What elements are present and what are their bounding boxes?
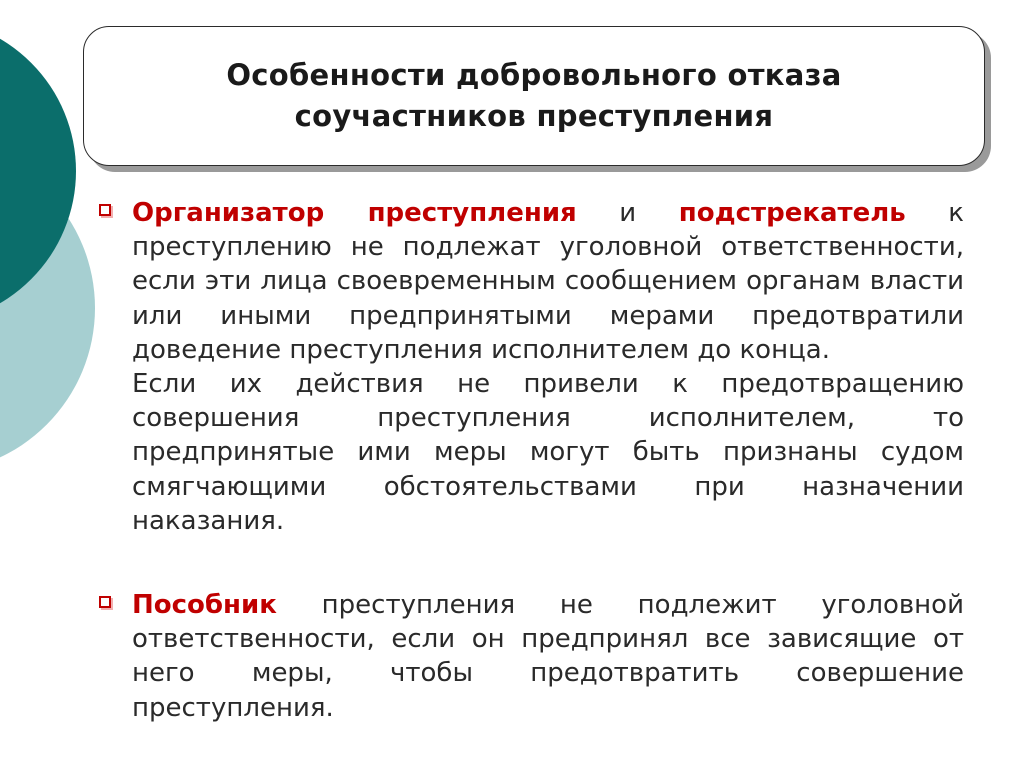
keyword-organizer: Организатор преступления xyxy=(132,198,577,228)
list-item-accomplice xyxy=(99,588,964,725)
keyword-instigator: подстрекатель xyxy=(678,198,906,228)
title-line-2: соучастников преступления xyxy=(294,99,774,133)
title-box xyxy=(83,26,985,166)
paragraph-mitigating: Если их действия не привели к предотвращению совершения преступления исполнителем, то предпринятые ими меры могут быть признаны судом смягчающими обстоятельствами при назначении наказания. xyxy=(132,369,964,536)
text-and: и xyxy=(576,198,679,228)
list-item-organizer xyxy=(99,196,964,538)
paragraph-organizer xyxy=(132,196,964,367)
paragraph-accomplice xyxy=(132,588,964,725)
title-line-1: Особенности добровольного отказа xyxy=(226,58,842,92)
checkbox-square-icon xyxy=(99,596,111,608)
checkbox-square-icon xyxy=(99,204,111,216)
text-organizer-body: к преступлению не подлежат уголовной ответственности, если эти лица своевременным сообщением органам власти или иными предпринятыми мерами предотвратили доведение преступления исполнителем до конца. xyxy=(132,198,964,365)
keyword-accomplice: Пособник xyxy=(132,590,277,620)
text-accomplice-body: преступления не подлежит уголовной ответственности, если он предпринял все зависящие от него меры, чтобы предотвратить совершение преступления. xyxy=(132,590,964,723)
